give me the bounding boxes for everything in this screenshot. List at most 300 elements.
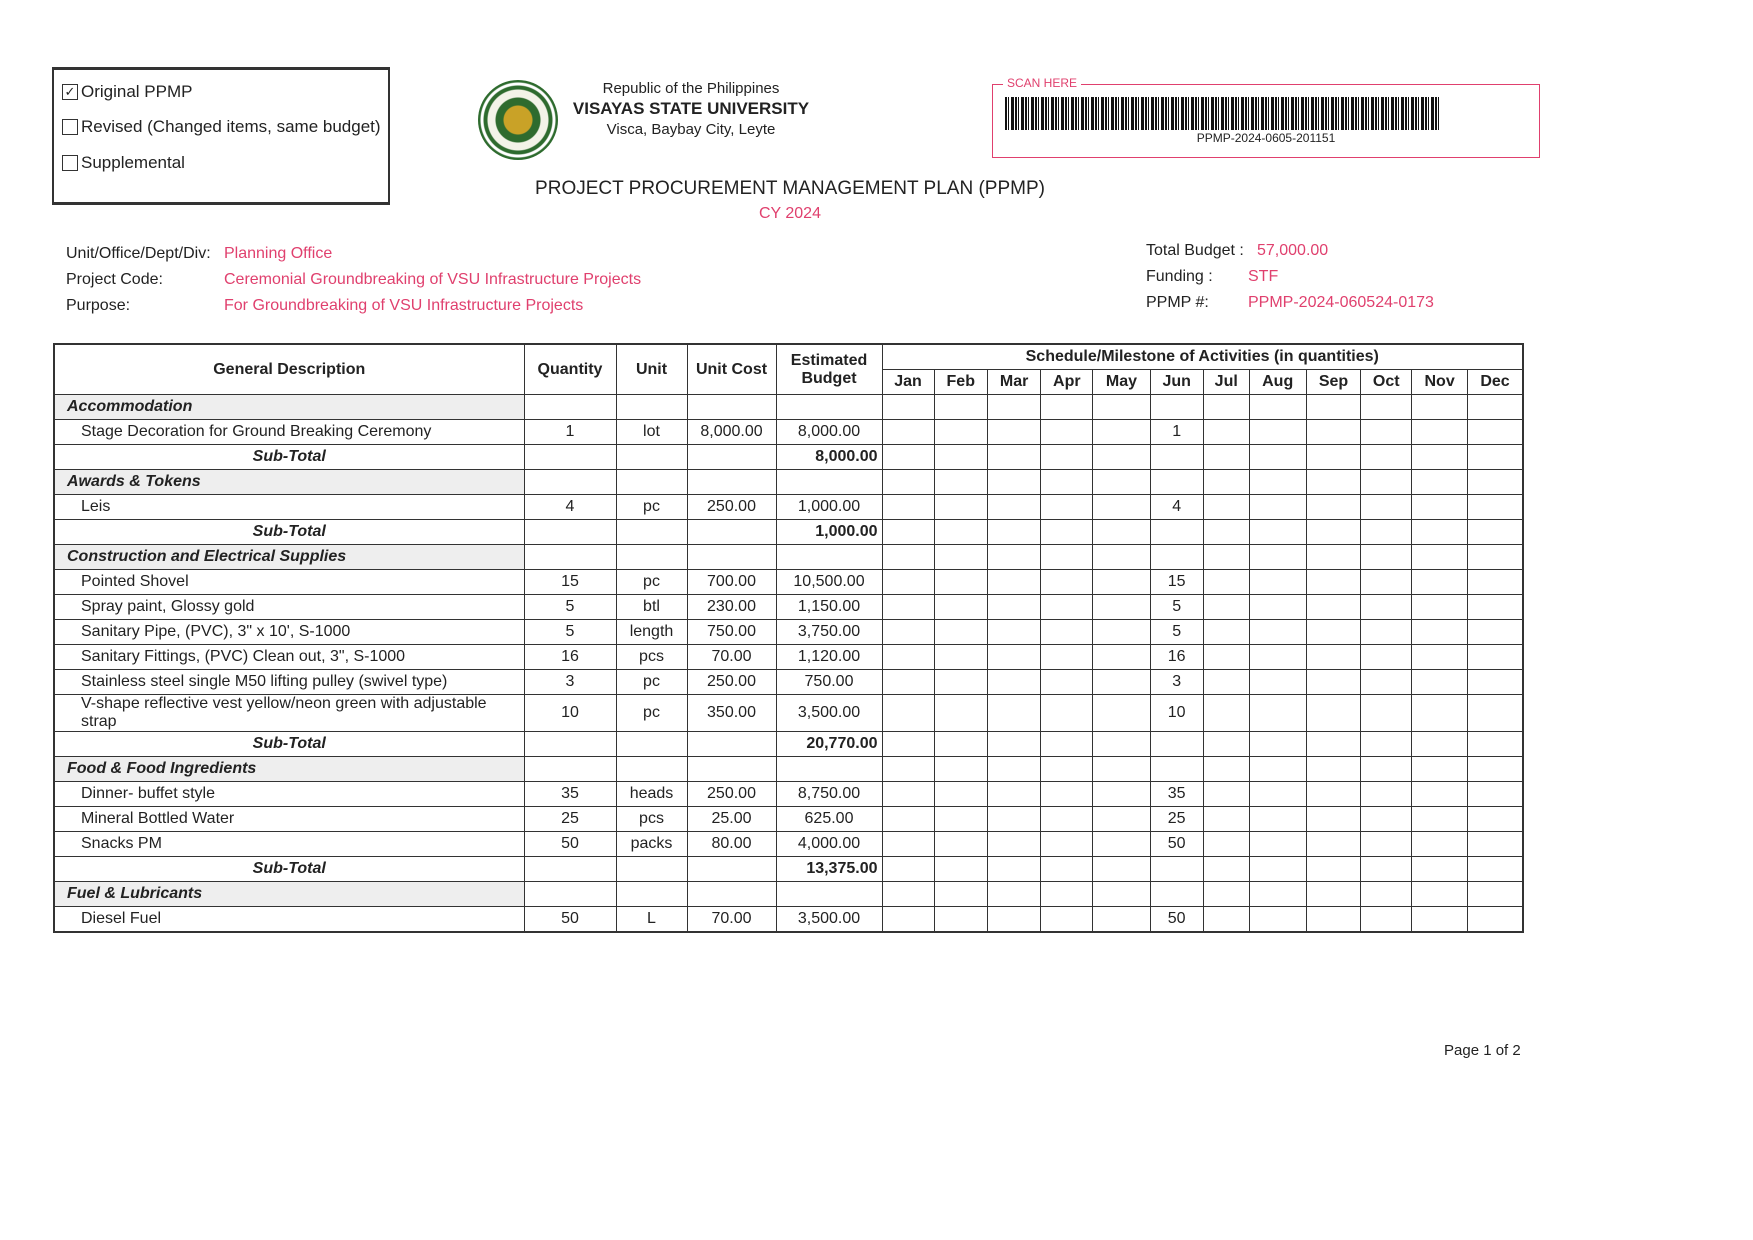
empty-cell — [1361, 857, 1412, 882]
month-cell — [1468, 620, 1523, 645]
month-cell — [1203, 570, 1249, 595]
empty-cell — [1412, 445, 1468, 470]
empty-cell — [987, 857, 1040, 882]
month-cell — [934, 782, 987, 807]
empty-cell — [1412, 732, 1468, 757]
month-cell — [1093, 695, 1150, 732]
item-estimated-budget: 750.00 — [776, 670, 882, 695]
header-month: Oct — [1361, 370, 1412, 395]
empty-cell — [934, 545, 987, 570]
month-cell — [1412, 782, 1468, 807]
month-cell — [1412, 495, 1468, 520]
empty-cell — [934, 882, 987, 907]
item-estimated-budget: 1,120.00 — [776, 645, 882, 670]
ppmp-number-label: PPMP #: — [1146, 294, 1209, 311]
empty-cell — [616, 857, 687, 882]
month-cell — [1468, 832, 1523, 857]
empty-cell — [1203, 470, 1249, 495]
month-cell — [1306, 620, 1361, 645]
month-jun-quantity: 3 — [1150, 670, 1203, 695]
item-unit-cost: 250.00 — [687, 782, 776, 807]
category-name: Accommodation — [54, 395, 524, 420]
month-cell — [1468, 595, 1523, 620]
month-cell — [1412, 420, 1468, 445]
empty-cell — [1150, 545, 1203, 570]
item-description: Stage Decoration for Ground Breaking Ceremony — [54, 420, 524, 445]
month-cell — [987, 807, 1040, 832]
barcode-number: PPMP-2024-0605-201151 — [1196, 131, 1336, 145]
empty-cell — [987, 757, 1040, 782]
month-cell — [1041, 907, 1093, 933]
checkbox-label: Supplemental — [81, 153, 185, 172]
funding-value: STF — [1248, 268, 1279, 285]
subtotal-row — [54, 445, 1523, 470]
month-cell — [1203, 595, 1249, 620]
month-cell — [1203, 645, 1249, 670]
empty-cell — [1093, 545, 1150, 570]
item-estimated-budget: 8,750.00 — [776, 782, 882, 807]
checkbox-label: Original PPMP — [81, 82, 193, 101]
month-cell — [934, 807, 987, 832]
month-cell — [1468, 782, 1523, 807]
subtotal-row — [54, 520, 1523, 545]
item-unit-cost: 250.00 — [687, 670, 776, 695]
month-cell — [1306, 570, 1361, 595]
month-cell — [1306, 645, 1361, 670]
item-description: Spray paint, Glossy gold — [54, 595, 524, 620]
scan-barcode-box — [992, 76, 1540, 158]
header-month: Apr — [1041, 370, 1093, 395]
empty-cell — [1203, 732, 1249, 757]
empty-cell — [1249, 445, 1306, 470]
item-unit-cost: 25.00 — [687, 807, 776, 832]
month-cell — [882, 670, 934, 695]
empty-cell — [1306, 545, 1361, 570]
empty-cell — [1412, 882, 1468, 907]
item-unit: lot — [616, 420, 687, 445]
month-cell — [1041, 620, 1093, 645]
month-cell — [882, 420, 934, 445]
subtotal-row — [54, 732, 1523, 757]
item-quantity: 25 — [524, 807, 616, 832]
empty-cell — [1150, 732, 1203, 757]
month-cell — [882, 907, 934, 933]
month-cell — [1468, 420, 1523, 445]
item-quantity: 3 — [524, 670, 616, 695]
item-estimated-budget: 625.00 — [776, 807, 882, 832]
checkbox-checked-icon: ✓ — [62, 84, 78, 100]
month-cell — [1249, 807, 1306, 832]
month-cell — [1203, 495, 1249, 520]
item-quantity: 10 — [524, 695, 616, 732]
header-month: Dec — [1468, 370, 1523, 395]
month-jun-quantity: 16 — [1150, 645, 1203, 670]
empty-cell — [1306, 395, 1361, 420]
empty-cell — [987, 470, 1040, 495]
empty-cell — [1306, 470, 1361, 495]
empty-cell — [1041, 520, 1093, 545]
month-cell — [1041, 595, 1093, 620]
month-cell — [882, 807, 934, 832]
header-month: May — [1093, 370, 1150, 395]
document-title: PROJECT PROCUREMENT MANAGEMENT PLAN (PPMP) — [535, 178, 1045, 199]
item-unit: btl — [616, 595, 687, 620]
empty-cell — [1249, 857, 1306, 882]
republic-text: Republic of the Philippines — [602, 80, 780, 97]
empty-cell — [1203, 520, 1249, 545]
checkbox-supplemental[interactable] — [62, 153, 185, 173]
empty-cell — [1361, 757, 1412, 782]
header-month: Nov — [1412, 370, 1468, 395]
table-row — [54, 782, 1523, 807]
item-unit: pcs — [616, 807, 687, 832]
empty-cell — [1093, 882, 1150, 907]
table-row — [54, 807, 1523, 832]
month-jun-quantity: 4 — [1150, 495, 1203, 520]
item-quantity: 1 — [524, 420, 616, 445]
item-unit: length — [616, 620, 687, 645]
empty-cell — [1468, 757, 1523, 782]
item-unit: pc — [616, 570, 687, 595]
month-cell — [1412, 695, 1468, 732]
total-budget-value: 57,000.00 — [1257, 242, 1329, 259]
month-jun-quantity: 15 — [1150, 570, 1203, 595]
table-row — [54, 620, 1523, 645]
header-month: Jul — [1203, 370, 1249, 395]
empty-cell — [1150, 882, 1203, 907]
empty-cell — [987, 395, 1040, 420]
month-cell — [987, 645, 1040, 670]
month-cell — [1093, 807, 1150, 832]
month-cell — [1203, 807, 1249, 832]
header-month: Sep — [1306, 370, 1361, 395]
item-quantity: 5 — [524, 595, 616, 620]
item-description: Stainless steel single M50 lifting pulley (swivel type) — [54, 670, 524, 695]
header-description: General Description — [54, 344, 524, 395]
month-jun-quantity: 35 — [1150, 782, 1203, 807]
empty-cell — [934, 857, 987, 882]
month-cell — [987, 695, 1040, 732]
page-number: Page 1 of 2 — [1444, 1042, 1521, 1059]
table-row — [54, 695, 1523, 732]
empty-cell — [687, 545, 776, 570]
month-jun-quantity: 5 — [1150, 595, 1203, 620]
empty-cell — [1306, 857, 1361, 882]
empty-cell — [1306, 445, 1361, 470]
empty-cell — [687, 445, 776, 470]
empty-cell — [1361, 545, 1412, 570]
empty-cell — [1150, 857, 1203, 882]
month-cell — [1306, 782, 1361, 807]
subtotal-row — [54, 857, 1523, 882]
item-unit: pc — [616, 495, 687, 520]
month-cell — [1412, 570, 1468, 595]
empty-cell — [987, 520, 1040, 545]
empty-cell — [524, 545, 616, 570]
category-row — [54, 545, 1523, 570]
month-cell — [987, 670, 1040, 695]
empty-cell — [934, 445, 987, 470]
empty-cell — [1468, 545, 1523, 570]
calendar-year: CY 2024 — [759, 205, 821, 222]
month-cell — [1306, 695, 1361, 732]
empty-cell — [1150, 445, 1203, 470]
empty-cell — [1041, 857, 1093, 882]
month-cell — [1093, 620, 1150, 645]
month-cell — [1361, 420, 1412, 445]
month-cell — [987, 907, 1040, 933]
empty-cell — [1249, 395, 1306, 420]
empty-cell — [1468, 445, 1523, 470]
month-cell — [1041, 670, 1093, 695]
empty-cell — [882, 470, 934, 495]
month-cell — [1412, 832, 1468, 857]
scan-label: SCAN HERE — [1003, 76, 1081, 90]
empty-cell — [1249, 520, 1306, 545]
empty-cell — [1203, 445, 1249, 470]
empty-cell — [1412, 520, 1468, 545]
item-unit: pcs — [616, 645, 687, 670]
month-cell — [1249, 570, 1306, 595]
month-cell — [1249, 620, 1306, 645]
empty-cell — [934, 470, 987, 495]
month-cell — [1249, 782, 1306, 807]
month-cell — [934, 832, 987, 857]
item-description: Mineral Bottled Water — [54, 807, 524, 832]
month-cell — [1203, 832, 1249, 857]
subtotal-value: 8,000.00 — [776, 445, 882, 470]
empty-cell — [524, 470, 616, 495]
procurement-table — [53, 343, 1524, 933]
empty-cell — [1203, 857, 1249, 882]
month-cell — [1361, 832, 1412, 857]
empty-cell — [687, 882, 776, 907]
item-unit-cost: 700.00 — [687, 570, 776, 595]
month-cell — [882, 695, 934, 732]
item-unit: heads — [616, 782, 687, 807]
month-cell — [987, 570, 1040, 595]
empty-cell — [1361, 445, 1412, 470]
month-cell — [1203, 620, 1249, 645]
month-cell — [1093, 907, 1150, 933]
empty-cell — [1203, 882, 1249, 907]
empty-cell — [776, 470, 882, 495]
month-jun-quantity: 50 — [1150, 832, 1203, 857]
empty-cell — [1468, 882, 1523, 907]
month-cell — [987, 782, 1040, 807]
month-cell — [1468, 570, 1523, 595]
empty-cell — [524, 445, 616, 470]
month-cell — [1361, 782, 1412, 807]
empty-cell — [1249, 732, 1306, 757]
month-cell — [1093, 782, 1150, 807]
month-cell — [1249, 645, 1306, 670]
empty-cell — [1361, 470, 1412, 495]
empty-cell — [1306, 732, 1361, 757]
empty-cell — [524, 395, 616, 420]
month-cell — [1306, 832, 1361, 857]
category-name: Awards & Tokens — [54, 470, 524, 495]
month-cell — [934, 595, 987, 620]
month-cell — [882, 620, 934, 645]
month-cell — [1412, 595, 1468, 620]
checkbox-empty-icon — [62, 119, 78, 135]
item-quantity: 4 — [524, 495, 616, 520]
checkbox-revised[interactable] — [62, 117, 381, 137]
month-cell — [1468, 907, 1523, 933]
month-cell — [1093, 570, 1150, 595]
month-cell — [1468, 670, 1523, 695]
purpose-label: Purpose: — [66, 297, 131, 314]
empty-cell — [616, 545, 687, 570]
month-cell — [987, 495, 1040, 520]
header-month: Jan — [882, 370, 934, 395]
ppmp-number-value: PPMP-2024-060524-0173 — [1248, 294, 1434, 311]
empty-cell — [1412, 395, 1468, 420]
subtotal-label: Sub-Total — [54, 445, 524, 470]
table-row — [54, 907, 1523, 933]
empty-cell — [1468, 732, 1523, 757]
empty-cell — [882, 395, 934, 420]
header-unit: Unit — [616, 344, 687, 395]
empty-cell — [987, 545, 1040, 570]
empty-cell — [1041, 470, 1093, 495]
item-description: V-shape reflective vest yellow/neon green with adjustable strap — [54, 695, 524, 732]
item-estimated-budget: 3,750.00 — [776, 620, 882, 645]
checkbox-empty-icon — [62, 155, 78, 171]
empty-cell — [1468, 395, 1523, 420]
category-row — [54, 882, 1523, 907]
empty-cell — [776, 545, 882, 570]
empty-cell — [1093, 395, 1150, 420]
month-cell — [987, 832, 1040, 857]
month-jun-quantity: 25 — [1150, 807, 1203, 832]
month-cell — [1041, 645, 1093, 670]
category-row — [54, 470, 1523, 495]
item-description: Leis — [54, 495, 524, 520]
empty-cell — [1150, 757, 1203, 782]
empty-cell — [776, 882, 882, 907]
empty-cell — [882, 545, 934, 570]
subtotal-label: Sub-Total — [54, 520, 524, 545]
empty-cell — [524, 732, 616, 757]
empty-cell — [1041, 732, 1093, 757]
empty-cell — [524, 520, 616, 545]
empty-cell — [1093, 445, 1150, 470]
empty-cell — [1150, 520, 1203, 545]
table-row — [54, 595, 1523, 620]
month-cell — [1249, 832, 1306, 857]
project-code-value: Ceremonial Groundbreaking of VSU Infrastructure Projects — [224, 271, 642, 288]
month-cell — [1361, 907, 1412, 933]
item-unit: packs — [616, 832, 687, 857]
month-cell — [1468, 495, 1523, 520]
table-row — [54, 645, 1523, 670]
item-quantity: 15 — [524, 570, 616, 595]
empty-cell — [687, 395, 776, 420]
empty-cell — [616, 732, 687, 757]
month-cell — [1249, 695, 1306, 732]
empty-cell — [616, 395, 687, 420]
month-cell — [1249, 595, 1306, 620]
table-row — [54, 670, 1523, 695]
empty-cell — [1249, 470, 1306, 495]
month-cell — [1306, 420, 1361, 445]
university-address: Visca, Baybay City, Leyte — [606, 121, 776, 138]
item-quantity: 5 — [524, 620, 616, 645]
month-cell — [882, 595, 934, 620]
empty-cell — [687, 732, 776, 757]
month-cell — [1093, 645, 1150, 670]
month-cell — [1203, 782, 1249, 807]
empty-cell — [1361, 732, 1412, 757]
empty-cell — [616, 520, 687, 545]
empty-cell — [1041, 445, 1093, 470]
purpose-value: For Groundbreaking of VSU Infrastructure Projects — [224, 297, 584, 314]
empty-cell — [1361, 882, 1412, 907]
empty-cell — [934, 395, 987, 420]
empty-cell — [882, 857, 934, 882]
empty-cell — [616, 445, 687, 470]
month-jun-quantity: 50 — [1150, 907, 1203, 933]
empty-cell — [616, 470, 687, 495]
unit-label: Unit/Office/Dept/Div: — [66, 245, 211, 262]
category-row — [54, 395, 1523, 420]
funding-label: Funding : — [1146, 268, 1213, 285]
month-cell — [1093, 420, 1150, 445]
month-cell — [1306, 495, 1361, 520]
empty-cell — [1041, 882, 1093, 907]
month-cell — [1361, 495, 1412, 520]
item-description: Pointed Shovel — [54, 570, 524, 595]
empty-cell — [1412, 857, 1468, 882]
month-cell — [1093, 495, 1150, 520]
month-cell — [1041, 495, 1093, 520]
empty-cell — [776, 757, 882, 782]
month-cell — [1412, 907, 1468, 933]
month-cell — [1412, 807, 1468, 832]
month-cell — [1306, 807, 1361, 832]
empty-cell — [1093, 732, 1150, 757]
item-estimated-budget: 3,500.00 — [776, 907, 882, 933]
month-cell — [1361, 595, 1412, 620]
category-name: Fuel & Lubricants — [54, 882, 524, 907]
month-cell — [1249, 495, 1306, 520]
header-month: Jun — [1150, 370, 1203, 395]
month-cell — [882, 645, 934, 670]
empty-cell — [1249, 882, 1306, 907]
category-name: Food & Food Ingredients — [54, 757, 524, 782]
item-estimated-budget: 1,000.00 — [776, 495, 882, 520]
empty-cell — [1150, 470, 1203, 495]
empty-cell — [1361, 520, 1412, 545]
month-cell — [934, 495, 987, 520]
month-cell — [1412, 645, 1468, 670]
empty-cell — [1041, 545, 1093, 570]
month-cell — [882, 832, 934, 857]
header-unit-cost: Unit Cost — [687, 344, 776, 395]
checkbox-original[interactable] — [62, 82, 192, 102]
item-description: Dinner- buffet style — [54, 782, 524, 807]
empty-cell — [1203, 545, 1249, 570]
checkbox-label: Revised (Changed items, same budget) — [81, 117, 381, 136]
month-cell — [1361, 645, 1412, 670]
item-unit: pc — [616, 670, 687, 695]
table-row — [54, 570, 1523, 595]
header-quantity: Quantity — [524, 344, 616, 395]
empty-cell — [1306, 520, 1361, 545]
item-estimated-budget: 8,000.00 — [776, 420, 882, 445]
